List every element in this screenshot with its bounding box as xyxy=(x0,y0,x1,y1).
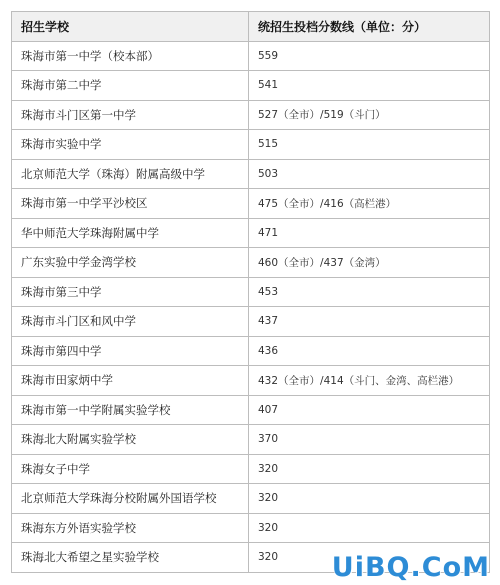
score-cell: 407 xyxy=(249,395,490,425)
score-cell: 475（全市）/416（高栏港） xyxy=(249,189,490,219)
table-row xyxy=(12,218,490,248)
table-row xyxy=(12,41,490,71)
score-cell: 436 xyxy=(249,336,490,366)
table-row xyxy=(12,307,490,337)
table-row xyxy=(12,130,490,160)
site-watermark: UiBQ.CoM xyxy=(331,552,490,583)
school-name-cell: 珠海市斗门区和风中学 xyxy=(12,307,249,337)
school-name-cell: 珠海市第一中学附属实验学校 xyxy=(12,395,249,425)
admission-score-table xyxy=(11,11,490,573)
table-row xyxy=(12,189,490,219)
school-name-cell: 珠海市田家炳中学 xyxy=(12,366,249,396)
score-cell: 370 xyxy=(249,425,490,455)
score-cell: 527（全市）/519（斗门） xyxy=(249,100,490,130)
score-cell: 320 xyxy=(249,484,490,514)
score-cell: 320 xyxy=(249,513,490,543)
school-name-cell: 珠海东方外语实验学校 xyxy=(12,513,249,543)
table-row xyxy=(12,159,490,189)
school-name-cell: 珠海市第三中学 xyxy=(12,277,249,307)
table-row xyxy=(12,100,490,130)
school-name-cell: 珠海市斗门区第一中学 xyxy=(12,100,249,130)
school-name-cell: 珠海市第四中学 xyxy=(12,336,249,366)
table-header xyxy=(12,12,490,42)
score-cell: 320 xyxy=(249,454,490,484)
school-name-cell: 珠海市第一中学（校本部） xyxy=(12,41,249,71)
school-name-cell: 北京师范大学珠海分校附属外国语学校 xyxy=(12,484,249,514)
table-row xyxy=(12,454,490,484)
school-name-cell: 珠海市第二中学 xyxy=(12,71,249,101)
score-cell: 437 xyxy=(249,307,490,337)
score-cell: 320 xyxy=(249,543,490,573)
score-cell: 460（全市）/437（金湾） xyxy=(249,248,490,278)
score-cell: 541 xyxy=(249,71,490,101)
table-body xyxy=(12,41,490,572)
school-name-cell: 珠海女子中学 xyxy=(12,454,249,484)
table-row xyxy=(12,277,490,307)
school-name-cell: 珠海北大希望之星实验学校 xyxy=(12,543,249,573)
table-row xyxy=(12,366,490,396)
school-name-cell: 北京师范大学（珠海）附属高级中学 xyxy=(12,159,249,189)
school-name-cell: 华中师范大学珠海附属中学 xyxy=(12,218,249,248)
score-cell: 515 xyxy=(249,130,490,160)
score-cell: 503 xyxy=(249,159,490,189)
table-row xyxy=(12,395,490,425)
admission-score-table-container xyxy=(11,11,489,573)
school-name-cell: 珠海市第一中学平沙校区 xyxy=(12,189,249,219)
table-row xyxy=(12,336,490,366)
school-name-cell: 珠海市实验中学 xyxy=(12,130,249,160)
table-row xyxy=(12,484,490,514)
score-cell: 559 xyxy=(249,41,490,71)
table-row xyxy=(12,513,490,543)
score-cell: 453 xyxy=(249,277,490,307)
table-row xyxy=(12,248,490,278)
table-row xyxy=(12,425,490,455)
school-name-cell: 广东实验中学金湾学校 xyxy=(12,248,249,278)
score-cell: 471 xyxy=(249,218,490,248)
header-school: 招生学校 xyxy=(12,12,249,42)
header-row xyxy=(12,12,490,42)
header-score: 统招生投档分数线（单位：分） xyxy=(249,12,490,42)
score-cell: 432（全市）/414（斗门、金湾、高栏港） xyxy=(249,366,490,396)
school-name-cell: 珠海北大附属实验学校 xyxy=(12,425,249,455)
table-row xyxy=(12,71,490,101)
